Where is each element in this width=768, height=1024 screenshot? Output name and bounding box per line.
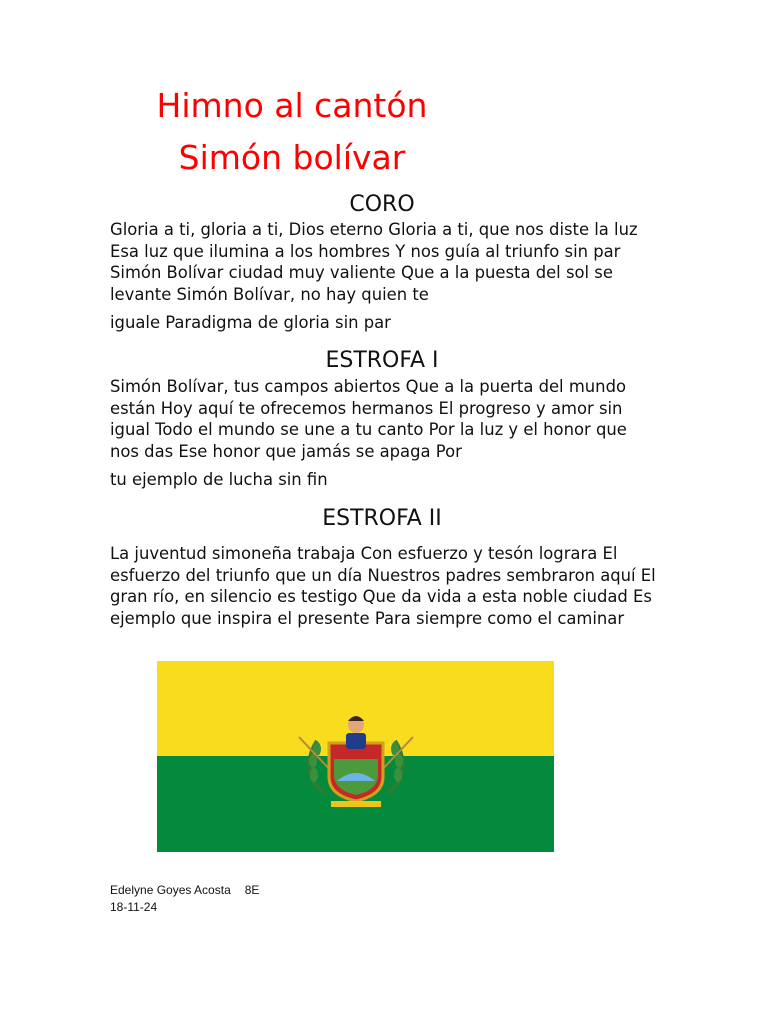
footer-date: 18-11-24 bbox=[110, 900, 158, 914]
section-text-estrofa-1: Simón Bolívar, tus campos abiertos Que a la puerta del mundo están Hoy aquí te ofrecemos hermanos El progreso y amor sin igual Todo el mundo se une a tu canto Por la luz y el honor que nos das Ese honor que jamás se apaga Por bbox=[110, 377, 627, 461]
section-text-coro: Gloria a ti, gloria a ti, Dios eterno Gloria a ti, que nos diste la luz Esa luz que ilumina a los hombres Y nos guía al triunfo sin par Simón Bolívar ciudad muy valiente Que a la puesta del sol se levante Simón Bolívar, no hay quien te bbox=[110, 220, 638, 304]
footer-author: Edelyne Goyes Acosta bbox=[110, 883, 231, 897]
title-line-2: Simón bolívar bbox=[178, 138, 406, 177]
section-heading-estrofa-1: ESTROFA I bbox=[325, 348, 439, 373]
section-last-line-coro: iguale Paradigma de gloria sin par bbox=[110, 313, 391, 332]
section-heading-coro: CORO bbox=[349, 192, 415, 217]
flag-image bbox=[157, 661, 554, 852]
section-heading-estrofa-2: ESTROFA II bbox=[322, 506, 442, 531]
section-last-line-estrofa-1: tu ejemplo de lucha sin fin bbox=[110, 470, 328, 489]
section-text-estrofa-2: La juventud simoneña trabaja Con esfuerzo y tesón lograra El esfuerzo del triunfo que un día Nuestros padres sembraron aquí El gran río, en silencio es testigo Que da vida a esta noble ciudad Es ejemplo que inspira el presente Para siempre como el caminar bbox=[110, 544, 656, 628]
footer-author-line bbox=[110, 883, 259, 898]
footer-grade: 8E bbox=[244, 883, 260, 897]
title-line-1: Himno al cantón bbox=[156, 86, 428, 125]
